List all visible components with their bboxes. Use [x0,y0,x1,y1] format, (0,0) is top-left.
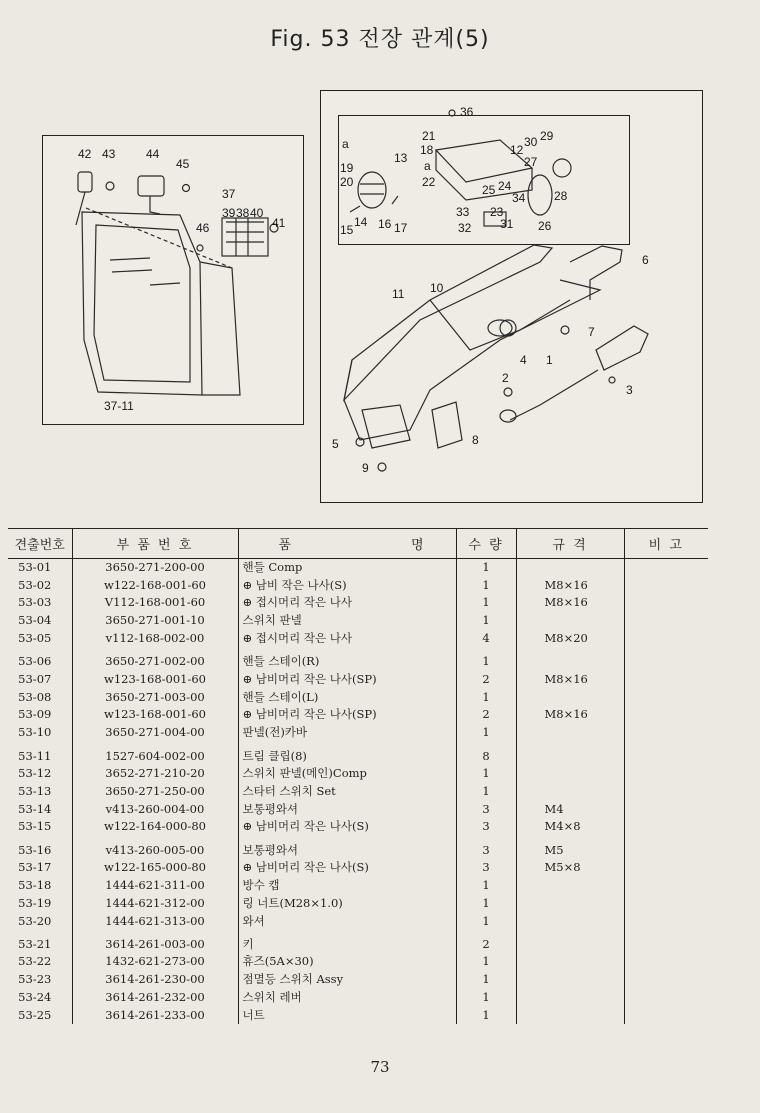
callout-label: 38 [236,206,250,220]
callout-label: 45 [176,157,190,171]
quantity-cell: 8 [456,742,516,765]
remarks-cell [624,953,708,971]
quantity-cell: 2 [456,930,516,953]
part-no-cell: 1432-621-273-00 [72,953,238,971]
switch-block-shape [222,218,268,256]
callout-label: 2 [502,371,509,385]
quantity-cell: 2 [456,706,516,724]
part-no-cell: w122-168-001-60 [72,576,238,594]
remarks-cell [624,894,708,912]
header-item-no: 견출번호 [8,529,72,559]
spec-cell [516,989,624,1007]
callout-label: 26 [538,219,552,233]
header-part-name-b: 명 [410,538,426,553]
table-row [8,706,708,724]
spec-cell: M5 [516,836,624,859]
table-row [8,894,708,912]
callout-label: 15 [340,223,354,237]
callout-label: 7 [588,325,595,339]
quantity-cell: 3 [456,800,516,818]
remarks-cell [624,706,708,724]
quantity-cell: 1 [456,877,516,895]
callout-label: 44 [146,147,160,161]
callout-label: 37 [222,187,236,201]
item-no-cell: 53-21 [18,937,52,952]
quantity-cell: 1 [456,765,516,783]
quantity-cell: 1 [456,894,516,912]
table-row [8,630,708,648]
callout-label: 37-11 [104,399,134,413]
remarks-cell [624,647,708,670]
quantity-cell: 1 [456,594,516,612]
item-no-cell: 53-03 [18,595,52,610]
remarks-cell [624,859,708,877]
spec-cell: M8×16 [516,706,624,724]
callout-label: 8 [472,433,479,447]
callout-label: 22 [422,175,436,189]
part-name-cell: 너트 [238,1006,456,1024]
part-no-cell: 3614-261-230-00 [72,971,238,989]
spec-cell [516,930,624,953]
part-name-cell: ⊕ 남비머리 작은 나사(S) [238,818,456,836]
item-no-cell: 53-19 [18,895,52,910]
callout-label: 21 [422,129,436,143]
part-name-cell: 핸들 스테이(L) [238,688,456,706]
exploded-parts-diagram [0,0,760,520]
item-no-cell: 53-14 [18,801,52,816]
remarks-cell [624,1006,708,1024]
item-no-cell: 53-15 [18,819,52,834]
remarks-cell [624,688,708,706]
spec-cell [516,742,624,765]
callout-label: 19 [340,161,354,175]
ref-a-mark [553,159,571,177]
part-no-cell: V112-168-001-60 [72,594,238,612]
item-no-cell: 53-02 [18,577,52,592]
callout-label: 23 [490,205,504,219]
part-name-cell: 핸들 스테이(R) [238,647,456,670]
remarks-cell [624,594,708,612]
callout-label: 9 [362,461,369,475]
spec-cell: M4 [516,800,624,818]
part-no-cell: 3650-271-002-00 [72,647,238,670]
part-name-cell: ⊕ 접시머리 작은 나사 [238,594,456,612]
part-name-cell: 스위치 판넬 [238,612,456,630]
remarks-cell [624,989,708,1007]
spec-cell [516,877,624,895]
remarks-cell [624,765,708,783]
spec-cell [516,688,624,706]
part-no-cell: v112-168-002-00 [72,630,238,648]
remarks-cell [624,912,708,930]
remarks-cell [624,782,708,800]
spec-cell [516,612,624,630]
table-row [8,765,708,783]
quantity-cell: 4 [456,630,516,648]
quantity-cell: 3 [456,836,516,859]
callout-label: 10 [430,281,444,295]
table-row [8,647,708,670]
quantity-cell: 1 [456,559,516,577]
header-spec: 규 격 [516,529,624,559]
callout-label: a [424,159,431,173]
table-row [8,688,708,706]
item-no-cell: 53-04 [18,613,52,628]
part-name-cell: ⊕ 남비머리 작은 나사(SP) [238,706,456,724]
part-name-cell: ⊕ 남비 작은 나사(S) [238,576,456,594]
quantity-cell: 3 [456,818,516,836]
item-no-cell: 53-18 [18,878,52,893]
part-name-cell: 키 [238,930,456,953]
item-no-cell: 53-08 [18,689,52,704]
part-no-cell: v413-260-005-00 [72,836,238,859]
knob-part-shape [78,172,92,192]
item-no-cell: 53-16 [18,842,52,857]
part-name-cell: 스위치 레버 [238,989,456,1007]
remarks-cell [624,576,708,594]
part-no-cell: w123-168-001-60 [72,706,238,724]
part-name-cell: ⊕ 남비머리 작은 나사(SP) [238,670,456,688]
header-part-name [238,529,456,559]
part-name-cell: 방수 캡 [238,877,456,895]
callout-label: 6 [642,253,649,267]
part-no-cell: 3614-261-233-00 [72,1006,238,1024]
callout-label: 11 [392,287,405,301]
item-no-cell: 53-01 [18,560,52,575]
callout-label: 13 [394,151,408,165]
part-no-cell: 3650-271-250-00 [72,782,238,800]
callout-label: 40 [250,206,264,220]
part-name-cell: 링 너트(M28×1.0) [238,894,456,912]
quantity-cell: 1 [456,576,516,594]
table-row [8,818,708,836]
part-no-cell: 1444-621-311-00 [72,877,238,895]
item-no-cell: 53-12 [18,766,52,781]
part-no-cell: 3650-271-003-00 [72,688,238,706]
part-no-cell: 3614-261-003-00 [72,930,238,953]
part-no-cell: w122-164-000-80 [72,818,238,836]
callout-label: 14 [354,215,368,229]
callout-label: 4 [520,353,527,367]
remarks-cell [624,630,708,648]
part-name-cell: 와셔 [238,912,456,930]
quantity-cell: 1 [456,688,516,706]
callout-label: 41 [272,216,286,230]
callout-label: 1 [546,353,553,367]
item-no-cell: 53-10 [18,725,52,740]
part-name-cell: 판넬(전)카바 [238,724,456,742]
table-row [8,670,708,688]
part-no-cell: 3614-261-232-00 [72,989,238,1007]
callout-label: 39 [222,206,236,220]
remarks-cell [624,724,708,742]
table-row [8,836,708,859]
callout-label: 46 [196,221,210,235]
callout-label: 36 [460,105,474,119]
item-no-cell: 53-07 [18,671,52,686]
callout-label: a [342,137,349,151]
table-row [8,859,708,877]
remarks-cell [624,818,708,836]
quantity-cell: 3 [456,859,516,877]
part-name-cell: 점멸등 스위치 Assy [238,971,456,989]
parts-table-body [8,559,708,1025]
remarks-cell [624,930,708,953]
item-no-cell: 53-06 [18,654,52,669]
remarks-cell [624,877,708,895]
spec-cell [516,971,624,989]
quantity-cell: 1 [456,612,516,630]
figure-title: Fig. 53 전장 관계(5) [270,27,490,52]
table-row [8,912,708,930]
spec-cell [516,1006,624,1024]
callout-label: 34 [512,191,526,205]
spec-cell: M8×16 [516,576,624,594]
table-header-row [8,529,708,559]
part-no-cell: 3650-271-004-00 [72,724,238,742]
part-no-cell: 1444-621-313-00 [72,912,238,930]
spec-cell: M8×20 [516,630,624,648]
spec-cell [516,953,624,971]
part-name-cell: 트림 클립(8) [238,742,456,765]
part-no-cell: 3650-271-200-00 [72,559,238,577]
callout-label: 5 [332,437,339,451]
header-remarks: 비 고 [624,529,708,559]
header-part-name-a: 품 [278,538,294,553]
quantity-cell: 1 [456,1006,516,1024]
item-no-cell: 53-24 [18,990,52,1005]
spec-cell [516,559,624,577]
table-row [8,989,708,1007]
table-row [8,576,708,594]
callout-label: 20 [340,175,354,189]
callout-label: 17 [394,221,408,235]
callout-label: 3 [626,383,633,397]
spec-cell: M5×8 [516,859,624,877]
parts-table [8,528,708,1024]
remarks-cell [624,559,708,577]
remarks-cell [624,742,708,765]
table-row [8,742,708,765]
item-no-cell: 53-11 [18,748,52,763]
part-name-cell: 보통평와셔 [238,836,456,859]
remarks-cell [624,800,708,818]
callout-label: 27 [524,155,538,169]
part-no-cell: 1527-604-002-00 [72,742,238,765]
cover-panel-shape [82,212,202,395]
callout-label: 32 [458,221,472,235]
spec-cell [516,724,624,742]
item-no-cell: 53-17 [18,860,52,875]
item-no-cell: 53-05 [18,631,52,646]
header-quantity: 수 량 [456,529,516,559]
callout-label: 28 [554,189,568,203]
part-name-cell: 스위치 판넬(메인)Comp [238,765,456,783]
callout-label: 12 [510,143,524,157]
callout-label: 31 [500,217,514,231]
callout-label: 33 [456,205,470,219]
table-row [8,800,708,818]
quantity-cell: 1 [456,971,516,989]
part-no-cell: w122-165-000-80 [72,859,238,877]
spec-cell [516,782,624,800]
part-name-cell: 보통평와셔 [238,800,456,818]
spec-cell [516,894,624,912]
part-name-cell: 스타터 스위치 Set [238,782,456,800]
callout-label: 30 [524,135,538,149]
item-no-cell: 53-23 [18,972,52,987]
callout-label: 24 [498,179,512,193]
part-no-cell: 1444-621-312-00 [72,894,238,912]
callout-label: 42 [78,147,92,161]
callout-label: 43 [102,147,116,161]
callout-label: 29 [540,129,554,143]
part-no-cell: w123-168-001-60 [72,670,238,688]
part-name-cell: ⊕ 접시머리 작은 나사 [238,630,456,648]
part-no-cell: 3650-271-001-10 [72,612,238,630]
remarks-cell [624,971,708,989]
spec-cell: M4×8 [516,818,624,836]
part-name-cell: 핸들 Comp [238,559,456,577]
spec-cell [516,765,624,783]
part-no-cell: v413-260-004-00 [72,800,238,818]
part-name-cell: 휴즈(5A×30) [238,953,456,971]
table-row [8,877,708,895]
part-no-cell: 3652-271-210-20 [72,765,238,783]
item-no-cell: 53-13 [18,783,52,798]
callout-label: 18 [420,143,434,157]
callout-label: 16 [378,217,392,231]
spec-cell [516,912,624,930]
item-no-cell: 53-22 [18,954,52,969]
header-part-no: 부 품 번 호 [72,529,238,559]
table-row [8,559,708,577]
table-row [8,594,708,612]
remarks-cell [624,612,708,630]
quantity-cell: 1 [456,989,516,1007]
table-row [8,971,708,989]
spec-cell: M8×16 [516,670,624,688]
page-number: 73 [370,1058,390,1076]
item-no-cell: 53-20 [18,913,52,928]
quantity-cell: 1 [456,912,516,930]
table-row [8,612,708,630]
callout-label: 25 [482,183,496,197]
table-row [8,930,708,953]
quantity-cell: 1 [456,724,516,742]
remarks-cell [624,670,708,688]
quantity-cell: 1 [456,782,516,800]
quantity-cell: 1 [456,647,516,670]
table-row [8,724,708,742]
quantity-cell: 2 [456,670,516,688]
remarks-cell [624,836,708,859]
quantity-cell: 1 [456,953,516,971]
item-no-cell: 53-09 [18,707,52,722]
part-name-cell: ⊕ 남비머리 작은 나사(S) [238,859,456,877]
table-row [8,953,708,971]
spec-cell [516,647,624,670]
table-row [8,782,708,800]
item-no-cell: 53-25 [18,1007,52,1022]
grip-shape [596,326,648,370]
spec-cell: M8×16 [516,594,624,612]
table-row [8,1006,708,1024]
